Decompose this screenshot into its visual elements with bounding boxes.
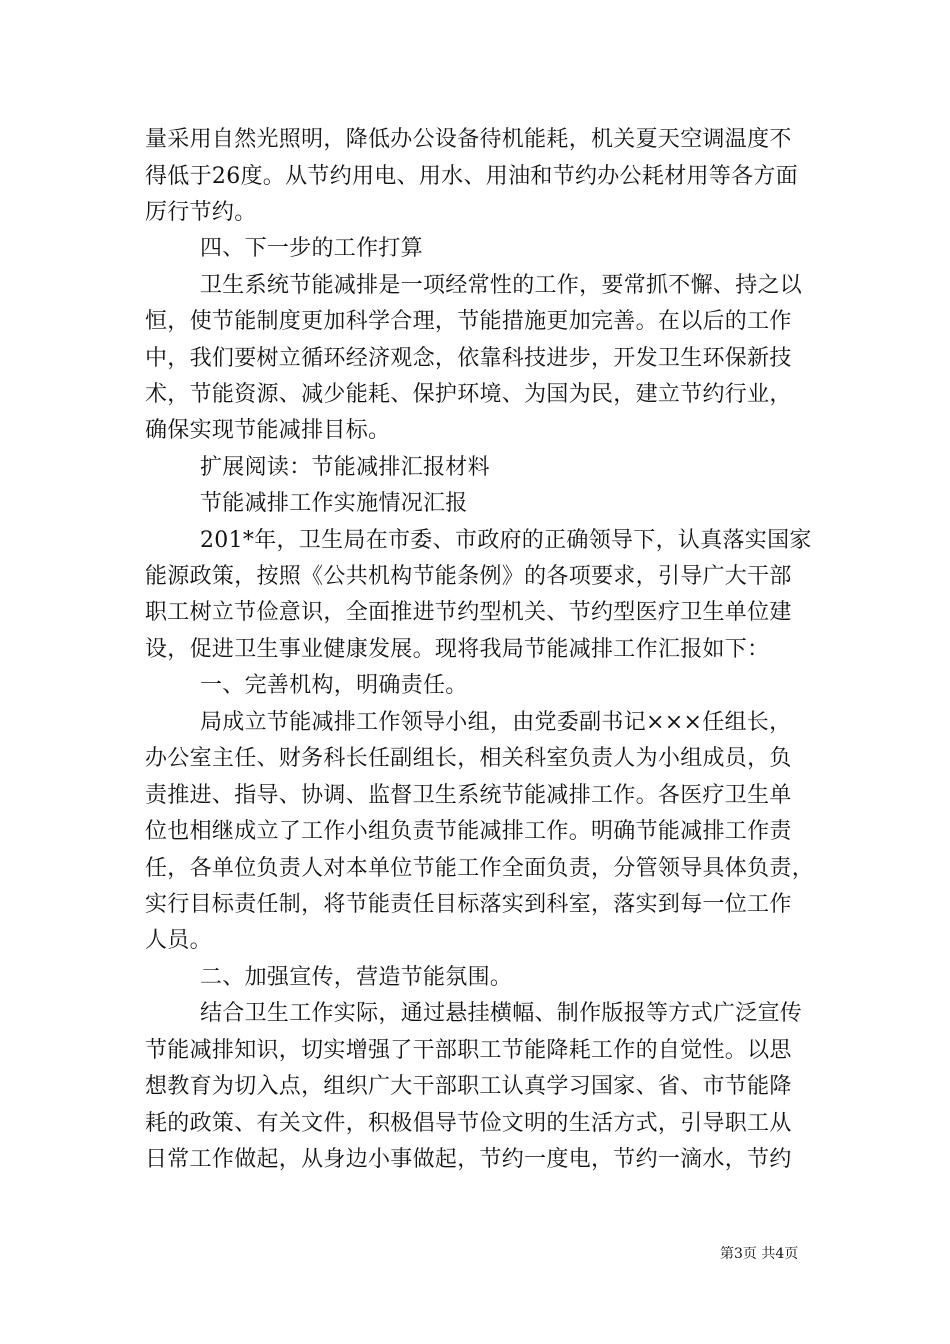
text-line: 确保实现节能减排目标。 xyxy=(145,418,391,443)
extended-reading-title: 扩展阅读：节能减排汇报材料 xyxy=(200,455,490,480)
text-line: 任，各单位负责人对本单位节能工作全面负责，分管领导具体负责， xyxy=(145,856,815,881)
text-line: 职工树立节俭意识，全面推进节约型机关、节约型医疗卫生单位建 xyxy=(145,600,792,625)
text-line: 得低于26度。从节约用电、用水、用油和节约办公耗材用等各方面 xyxy=(145,164,798,189)
page-number: 第3页 共4页 xyxy=(720,1246,799,1262)
text-line: 厉行节约。 xyxy=(145,200,257,225)
text-line: 办公室主任、财务科长任副组长，相关科室负责人为小组成员，负 xyxy=(145,746,792,771)
text-line: 局成立节能减排工作领导小组，由党委副书记×××任组长， xyxy=(200,710,792,735)
text-line: 中，我们要树立循环经济观念，依靠科技进步，开发卫生环保新技 xyxy=(145,346,792,371)
text-line: 位也相继成立了工作小组负责节能减排工作。明确节能减排工作责 xyxy=(145,819,792,844)
text-line: 卫生系统节能减排是一项经常性的工作，要常抓不懈、持之以 xyxy=(200,273,803,298)
text-line: 人员。 xyxy=(145,928,212,953)
text-line: 术，节能资源、减少能耗、保护环境、为国为民，建立节约行业， xyxy=(145,382,792,407)
section-heading: 四、下一步的工作打算 xyxy=(200,236,424,261)
text-line: 201*年，卫生局在市委、市政府的正确领导下，认真落实国家 xyxy=(200,528,812,553)
text-line: 节能减排知识，切实增强了干部职工节能降耗工作的自觉性。以思 xyxy=(145,1038,792,1063)
text-line: 责推进、指导、协调、监督卫生系统节能减排工作。各医疗卫生单 xyxy=(145,783,792,808)
section-heading: 二、加强宣传，营造节能氛围。 xyxy=(200,965,513,990)
text-line: 能源政策，按照《公共机构节能条例》的各项要求，引导广大干部 xyxy=(145,564,792,589)
section-heading: 一、完善机构，明确责任。 xyxy=(200,673,468,698)
text-line: 实行目标责任制，将节能责任目标落实到科室，落实到每一位工作 xyxy=(145,892,792,917)
text-line: 量采用自然光照明，降低办公设备待机能耗，机关夏天空调温度不 xyxy=(145,127,792,152)
text-line: 恒，使节能制度更加科学合理，节能措施更加完善。在以后的工作 xyxy=(145,309,792,334)
text-line: 想教育为切入点，组织广大干部职工认真学习国家、省、市节能降 xyxy=(145,1074,792,1099)
report-title: 节能减排工作实施情况汇报 xyxy=(200,491,468,516)
text-line: 耗的政策、有关文件，积极倡导节俭文明的生活方式，引导职工从 xyxy=(145,1111,792,1136)
text-line: 日常工作做起，从身边小事做起，节约一度电，节约一滴水，节约 xyxy=(145,1147,792,1172)
text-line: 设，促进卫生事业健康发展。现将我局节能减排工作汇报如下： xyxy=(145,637,770,662)
text-line: 结合卫生工作实际，通过悬挂横幅、制作版报等方式广泛宣传 xyxy=(200,1001,803,1026)
